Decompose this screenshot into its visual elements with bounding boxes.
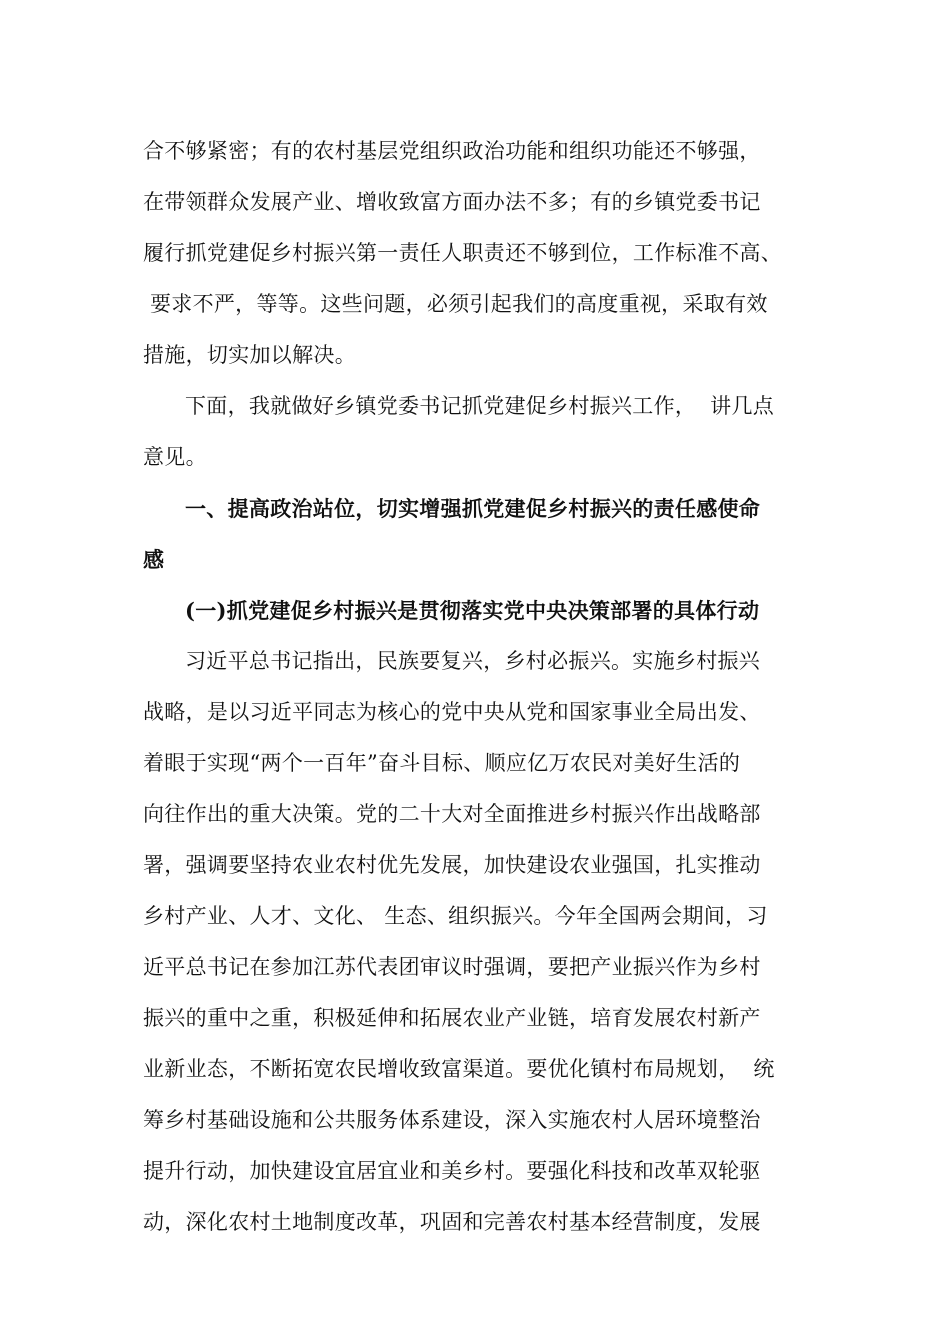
text-line: 业新业态，不断拓宽农民增收致富渠道。要优化镇村布局规划， 统 <box>143 1057 775 1081</box>
text-line: 筹乡村基础设施和公共服务体系建设，深入实施农村人居环境整治 <box>143 1108 761 1132</box>
text-line: 乡村产业、人才、文化、 生态、组织振兴。今年全国两会期间，习 <box>143 904 768 928</box>
heading-line: 一、提高政治站位，切实增强抓党建促乡村振兴的责任感使命 <box>185 496 761 521</box>
heading-line: 感 <box>143 547 165 572</box>
text-line: 措施，切实加以解决。 <box>143 343 356 367</box>
text-line: 战略，是以习近平同志为核心的党中央从党和国家事业全局出发、 <box>143 700 761 724</box>
text-line: 动，深化农村土地制度改革，巩固和完善农村基本经营制度，发展 <box>143 1210 761 1234</box>
text-line: 合不够紧密；有的农村基层党组织政治功能和组织功能还不够强， <box>143 139 761 163</box>
document-body <box>143 126 815 1248</box>
text-line: 要求不严，等等。这些问题，必须引起我们的高度重视，采取有效 <box>143 292 768 316</box>
text-line: 在带领群众发展产业、增收致富方面办法不多；有的乡镇党委书记 <box>143 190 761 214</box>
text-line: 习近平总书记指出，民族要复兴，乡村必振兴。实施乡村振兴 <box>185 649 761 673</box>
section-heading <box>143 483 815 585</box>
text-line: 近平总书记在参加江苏代表团审议时强调，要把产业振兴作为乡村 <box>143 955 761 979</box>
paragraph-intro <box>143 381 815 483</box>
paragraph-body <box>143 636 815 1248</box>
text-line: 履行抓党建促乡村振兴第一责任人职责还不够到位，工作标准不高、 <box>143 241 782 265</box>
text-line: 向往作出的重大决策。党的二十大对全面推进乡村振兴作出战略部 <box>143 802 761 826</box>
text-line: 提升行动，加快建设宜居宜业和美乡村。要强化科技和改革双轮驱 <box>143 1159 761 1183</box>
text-line: 意见。 <box>143 445 207 469</box>
text-line: 振兴的重中之重，积极延伸和拓展农业产业链，培育发展农村新产 <box>143 1006 761 1030</box>
text-line: 署，强调要坚持农业农村优先发展，加快建设农业强国，扎实推动 <box>143 853 761 877</box>
subsection-heading: (一)抓党建促乡村振兴是贯彻落实党中央决策部署的具体行动 <box>185 598 760 623</box>
text-line: 下面，我就做好乡镇党委书记抓党建促乡村振兴工作， 讲几点 <box>185 394 775 418</box>
paragraph-problems <box>143 126 815 381</box>
text-line: 着眼于实现“两个一百年”奋斗目标、顺应亿万农民对美好生活的 <box>143 751 741 775</box>
